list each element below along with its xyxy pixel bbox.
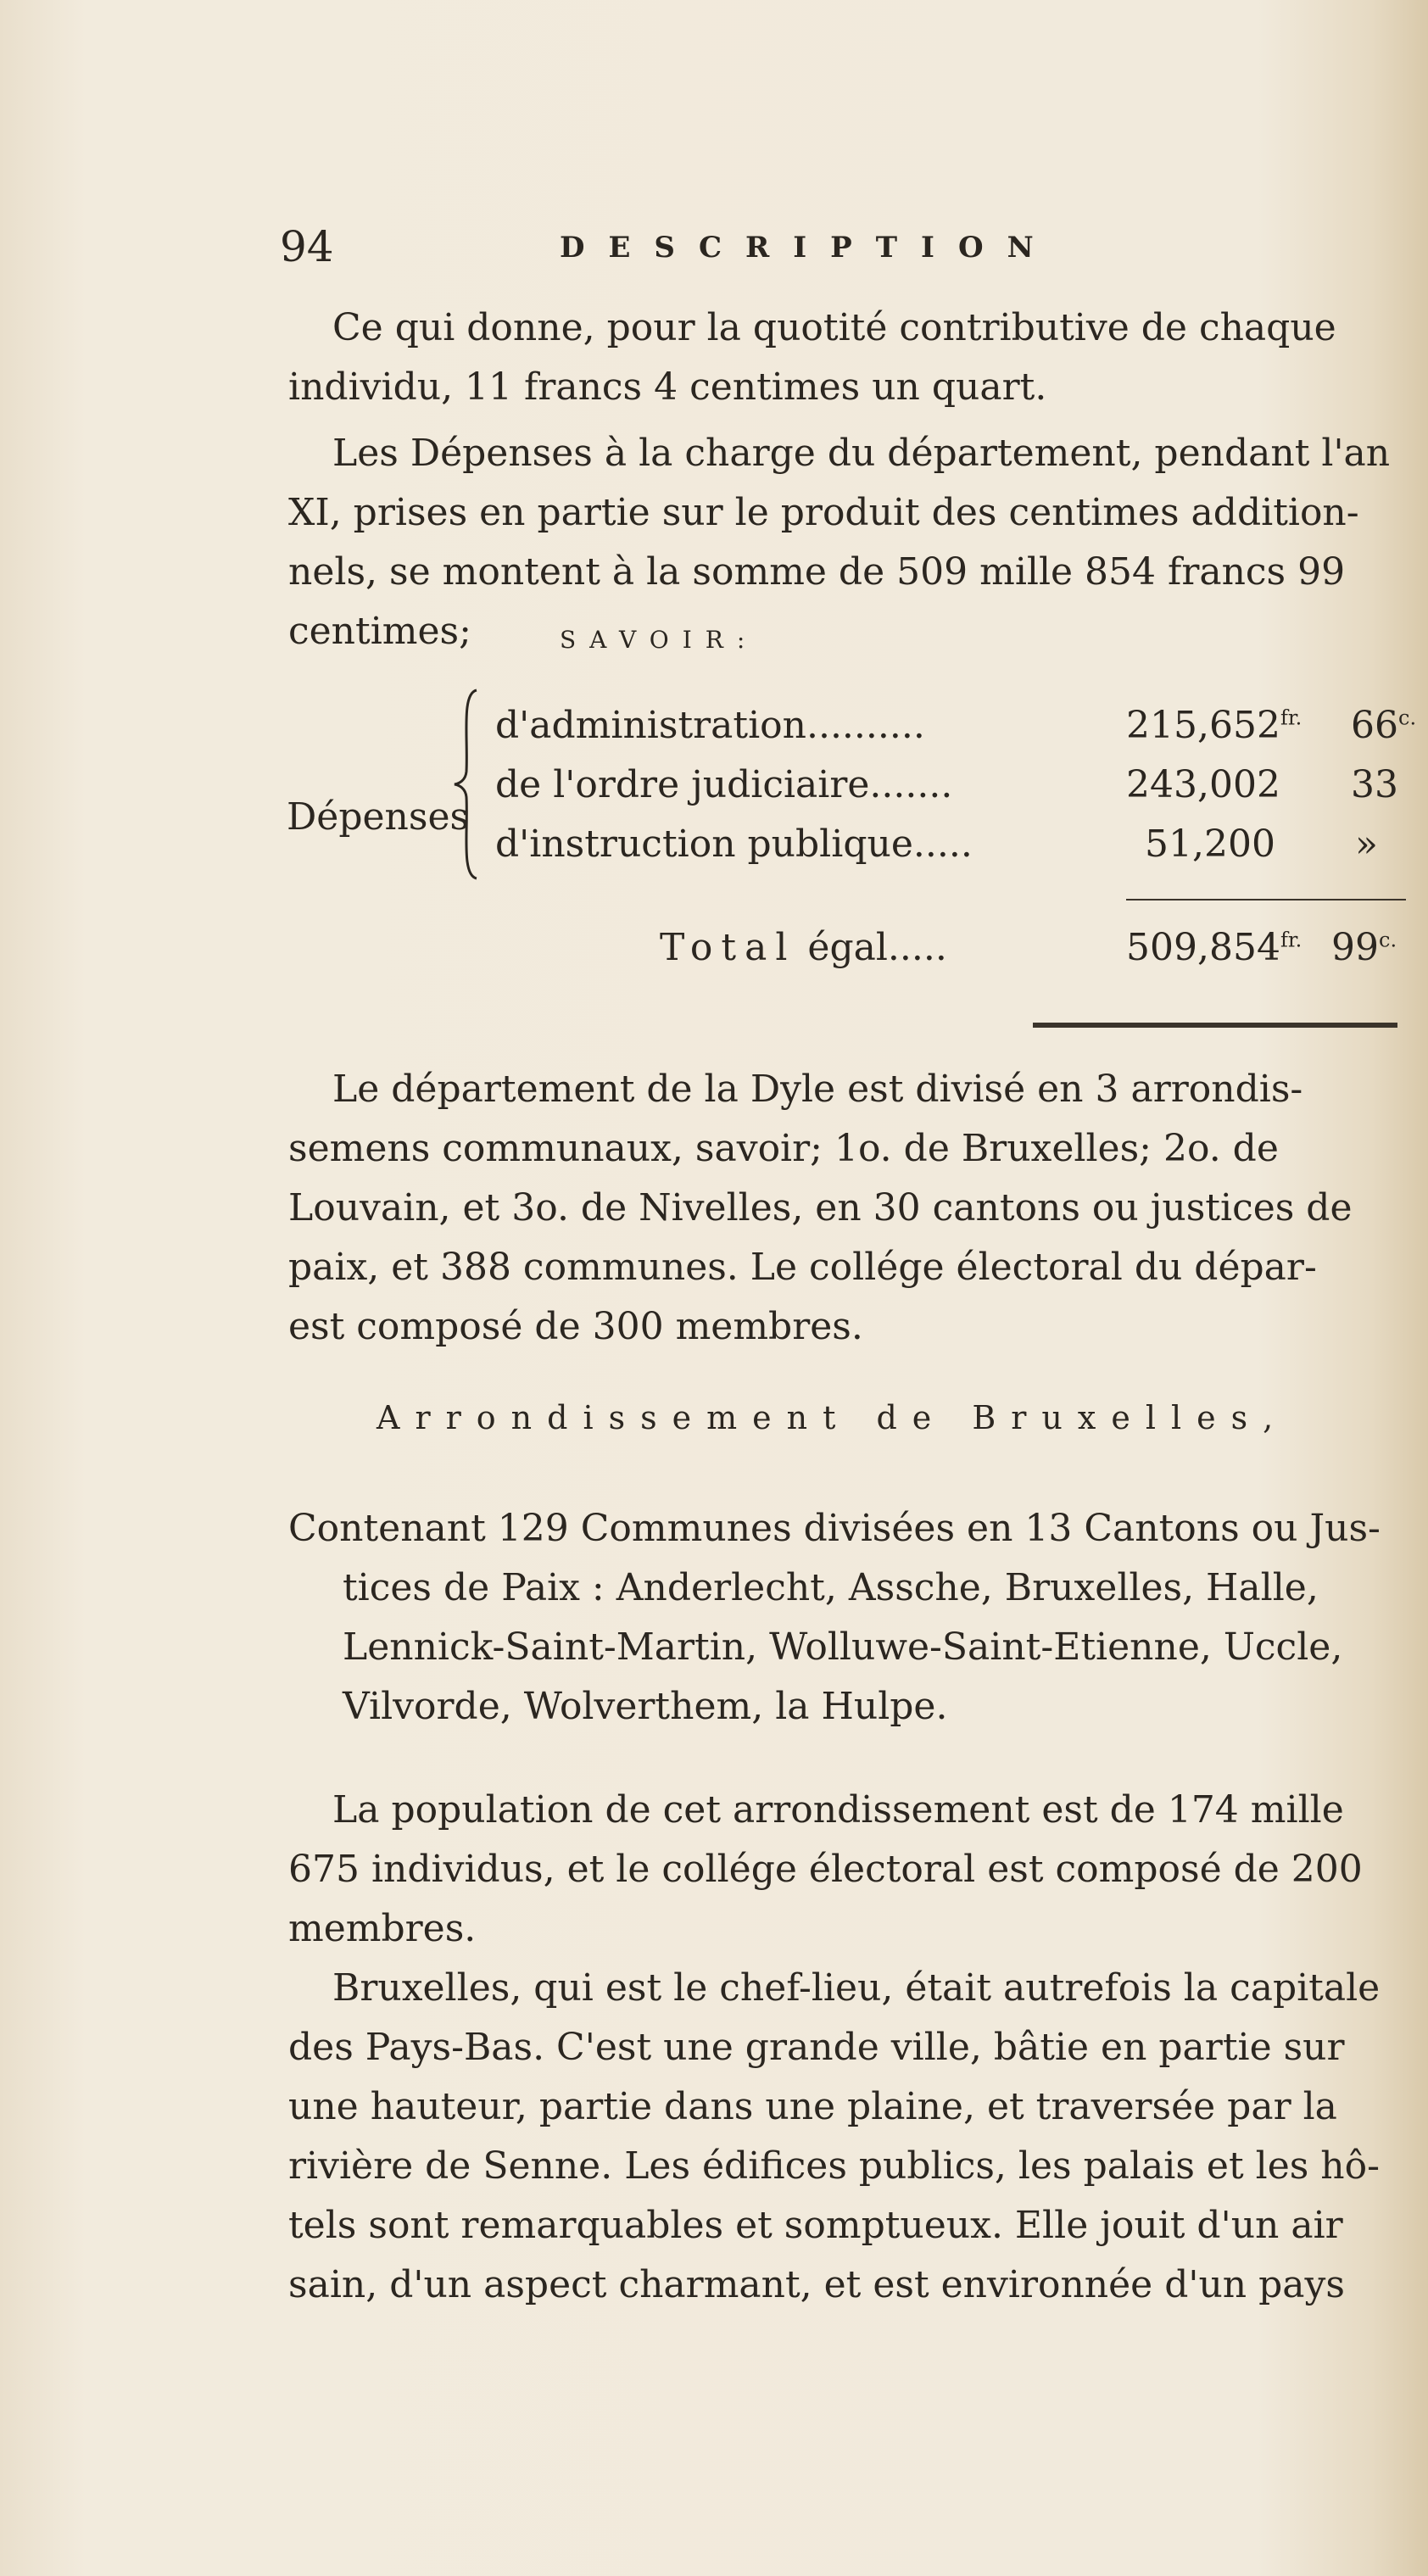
total-row xyxy=(660,926,947,969)
text-line: sain, d'un aspect charmant, et est environnée d'un pays xyxy=(288,2263,1345,2306)
text-line: Les Dépenses à la charge du département, pendant l'an xyxy=(332,432,1391,475)
text-line: une hauteur, partie dans une plaine, et traversée par la xyxy=(288,2085,1337,2128)
text-line: XI, prises en partie sur le produit des centimes addition- xyxy=(288,491,1359,534)
text-line: Bruxelles, qui est le chef-lieu, était autrefois la capitale xyxy=(332,1966,1381,2010)
expense-row xyxy=(495,763,1038,806)
expense-table xyxy=(287,687,1417,1043)
text-line: 675 individus, et le collége électoral est composé de 200 xyxy=(288,1848,1363,1891)
double-rule xyxy=(1033,1023,1397,1028)
running-title: DESCRIPTION xyxy=(560,231,1057,265)
text-line: paix, et 388 communes. Le collége électoral du dépar- xyxy=(288,1246,1317,1289)
text-line: semens communaux, savoir; 1o. de Bruxelles; 2o. de xyxy=(288,1127,1279,1170)
total-rest: égal..... xyxy=(795,926,947,969)
expense-amount: $215,652^{fr.}$ xyxy=(1126,704,1302,747)
brace-icon xyxy=(453,687,482,882)
expense-amount: 51,200 xyxy=(1145,822,1275,866)
section-heading: Arrondissement de Bruxelles, xyxy=(377,1399,1289,1436)
expense-label: Dépenses xyxy=(287,795,470,839)
population-paragraph xyxy=(288,1781,1391,1959)
text-line: rivière de Senne. Les édifices publics, les palais et les hô- xyxy=(288,2144,1380,2188)
expense-row-label: d'instruction publique..... xyxy=(495,822,973,866)
total-label: Total xyxy=(660,926,796,969)
department-paragraph xyxy=(288,1060,1391,1357)
contenant-paragraph xyxy=(288,1499,1391,1737)
text-line: tels sont remarquables et somptueux. Elle jouit d'un air xyxy=(288,2204,1343,2247)
savoir-heading: SAVOIR: xyxy=(560,626,759,654)
text-line: membres. xyxy=(288,1907,477,1950)
text-line: Ce qui donne, pour la quotité contributive de chaque xyxy=(332,306,1336,349)
text-line: La population de cet arrondissement est de 174 mille xyxy=(332,1788,1344,1832)
text-line: Le département de la Dyle est divisé en 3 arrondis- xyxy=(332,1068,1303,1111)
text-line: Lennick-Saint-Martin, Wolluwe-Saint-Etienne, Uccle, xyxy=(343,1625,1343,1669)
text-line: individu, 11 francs 4 centimes un quart. xyxy=(288,365,1047,409)
expense-row-label: de l'ordre judiciaire....... xyxy=(495,763,953,806)
text-line: Contenant 129 Communes divisées en 13 Cantons ou Jus- xyxy=(288,1507,1381,1550)
text-line: nels, se montent à la somme de 509 mille 854 francs 99 xyxy=(288,550,1346,594)
text-line: centimes; xyxy=(288,610,471,653)
text-line: Louvain, et 3o. de Nivelles, en 30 cantons ou justices de xyxy=(288,1186,1353,1229)
sum-rule xyxy=(1126,899,1406,900)
page-header xyxy=(271,222,1289,282)
intro-paragraph xyxy=(288,298,1391,417)
expense-cents: » xyxy=(1355,822,1378,866)
text-line: Vilvorde, Wolverthem, la Hulpe. xyxy=(343,1685,948,1728)
expense-cents: $66^{c.}$ xyxy=(1351,704,1417,747)
text-line: tices de Paix : Anderlecht, Assche, Bruxelles, Halle, xyxy=(343,1566,1319,1609)
page-number: 94 xyxy=(280,222,334,271)
text-line: est composé de 300 membres. xyxy=(288,1305,863,1348)
expense-row xyxy=(495,822,1038,866)
text-line: des Pays-Bas. C'est une grande ville, bâtie en partie sur xyxy=(288,2026,1345,2069)
depenses-paragraph xyxy=(288,424,1391,661)
bruxelles-paragraph xyxy=(288,1959,1391,2315)
expense-row xyxy=(495,704,1038,747)
expense-cents: 33 xyxy=(1351,763,1398,806)
expense-row-label: d'administration.......... xyxy=(495,704,925,747)
total-amount: $509,854^{fr.}$ xyxy=(1126,926,1302,969)
total-cents: $99^{c.}$ xyxy=(1331,926,1397,969)
expense-amount: 243,002 xyxy=(1126,763,1280,806)
